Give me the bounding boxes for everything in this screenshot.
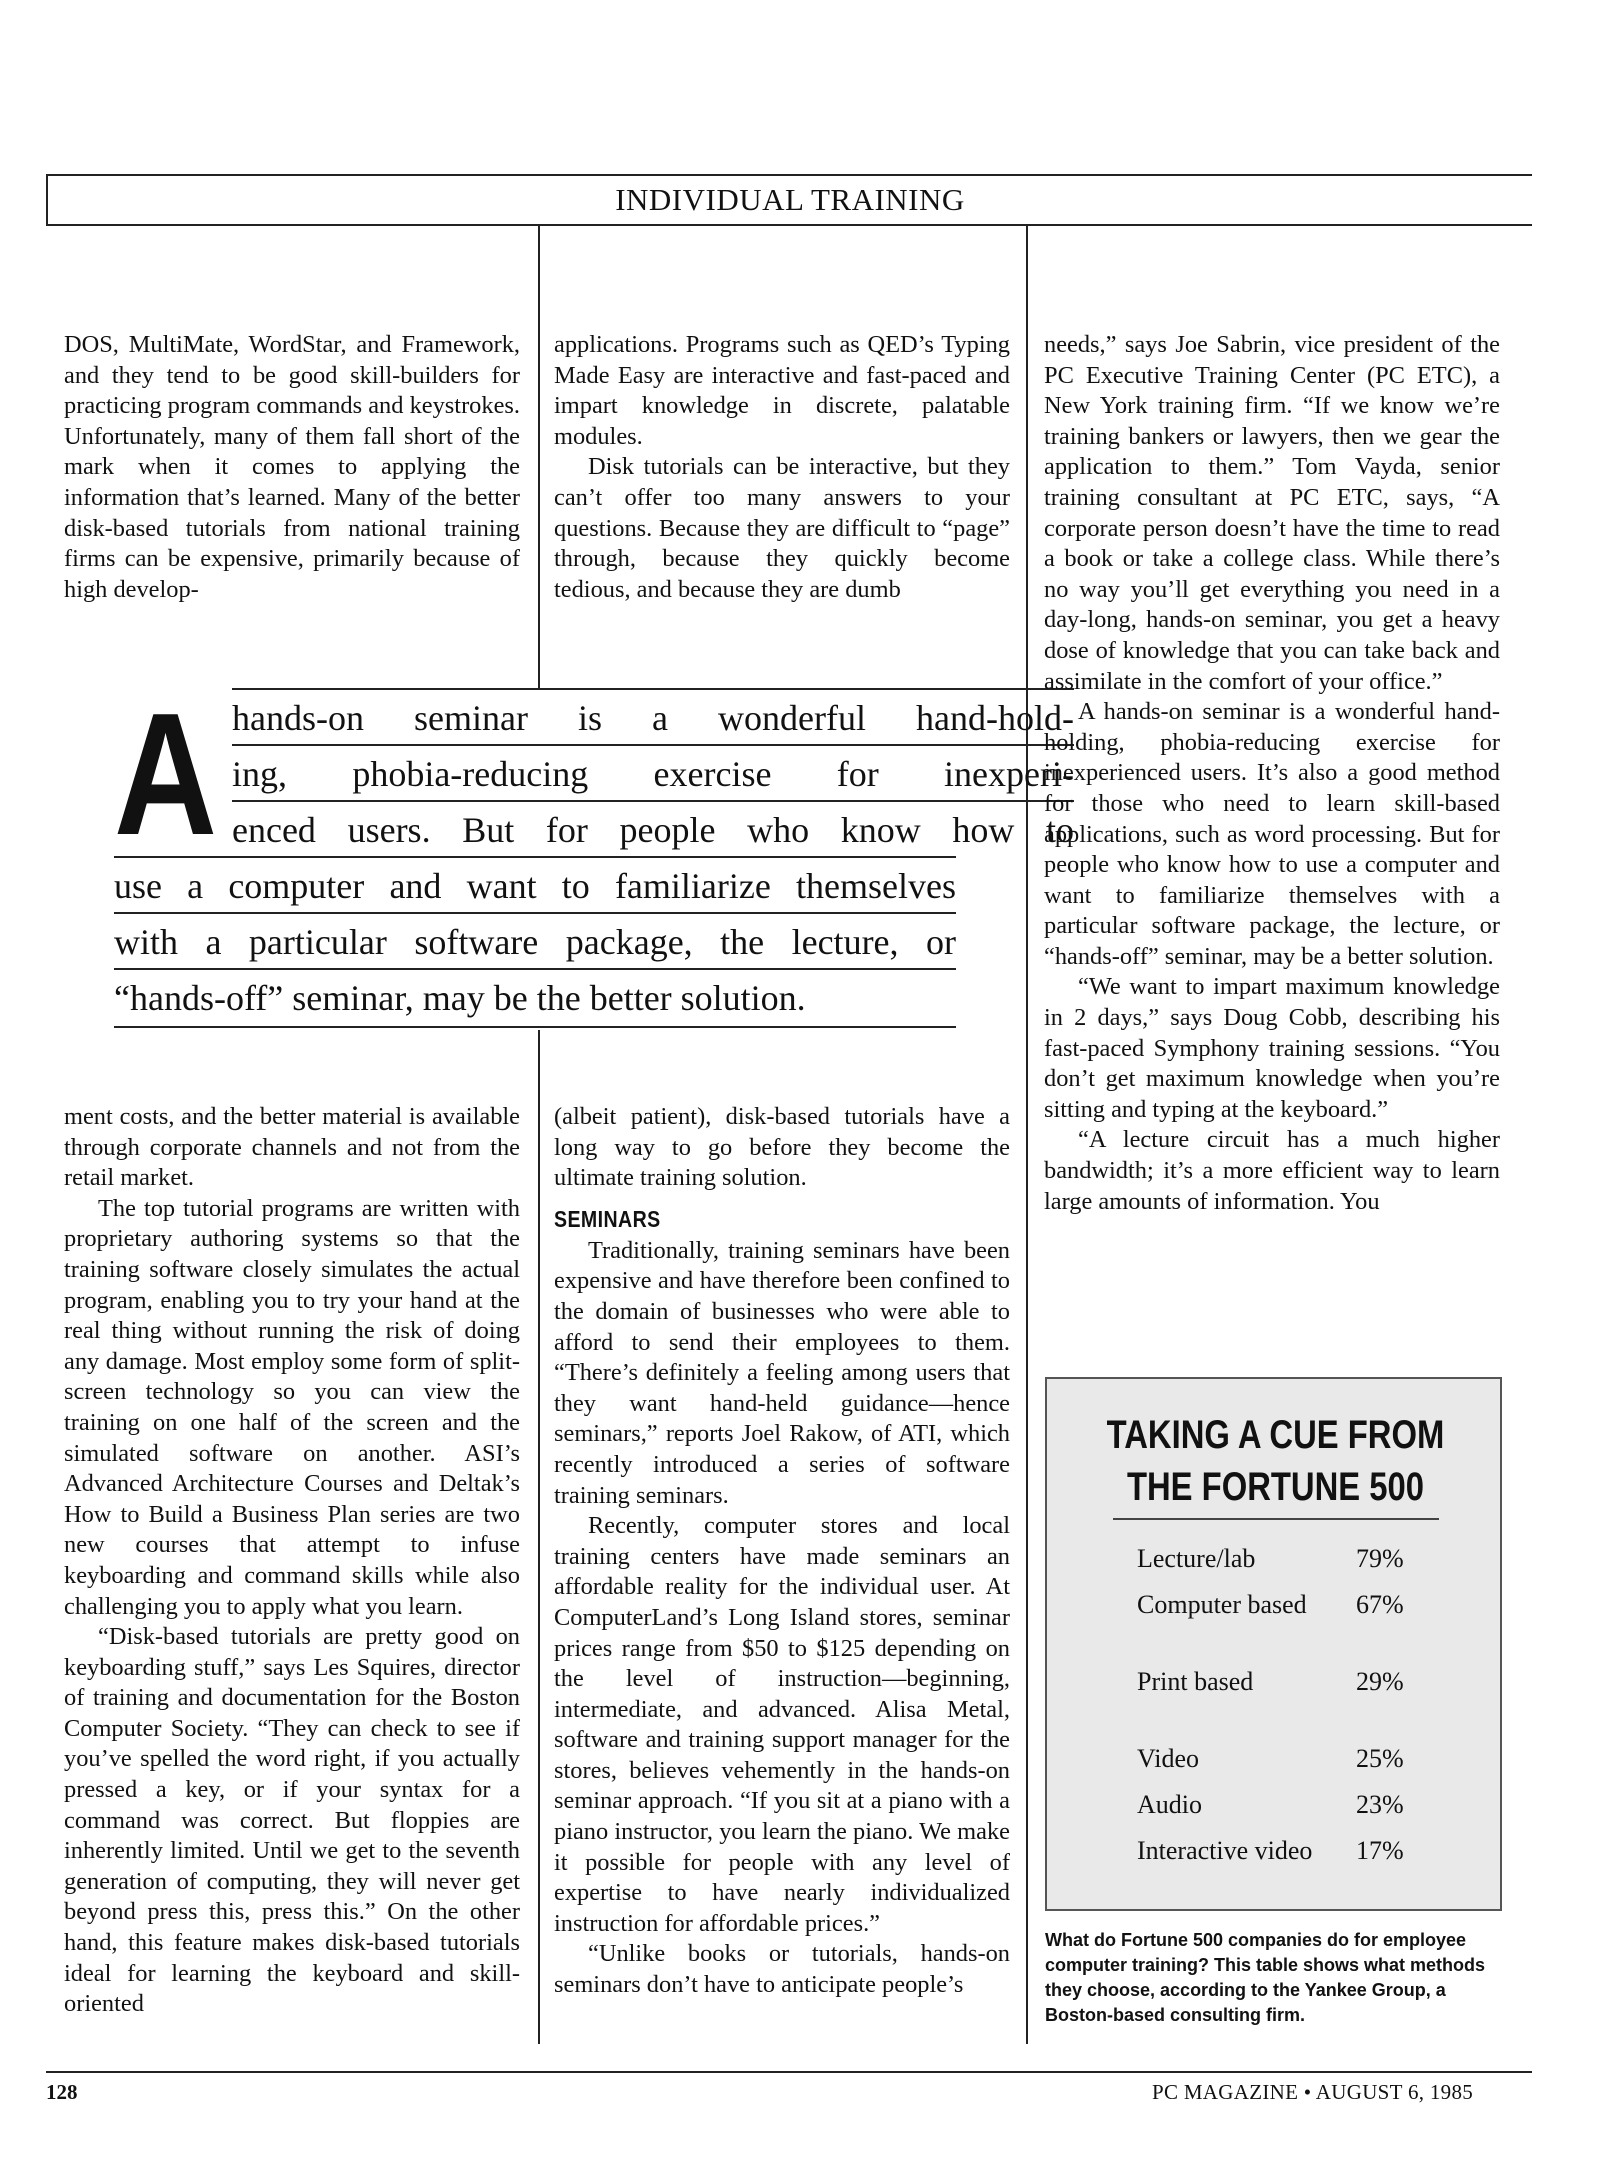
column-2-top [554, 330, 1010, 605]
paragraph: “Unlike books or tutorials, hands-on seminars don’t have to anticipate people’s [554, 1940, 1010, 1999]
paragraph: The top tutorial programs are written with proprietary authoring systems so that the training software closely simulates the actual program, enabling you to try your hand at the real thing without running the risk of doing any damage. Most employ some form of split-screen technology so you can view the training on one half of the screen and the simulated software on another. ASI’s Advanced Architecture Courses and Deltak’s How to Build a Business Plan series are two new courses that attempt to infuse keyboarding and command skills while also challenging you to apply what you learn. [64, 1194, 520, 1620]
method-label: Computer based [1137, 1590, 1307, 1619]
pull-quote-line: enced users. But for people who know how to [232, 800, 1074, 858]
method-label: Interactive video [1137, 1836, 1313, 1865]
pull-quote-line: ing, phobia-reducing exercise for inexperi- [232, 744, 1074, 802]
paragraph: A hands-on seminar is a wonderful hand-holding, phobia-reducing exercise for inexperienced users. It’s also a good method for those who need to learn skill-based applications, such as word processing. But for people who know how to use a computer and want to familiarize themselves with a particular software package, the lecture, or “hands-off” seminar, may be a better solution. [1044, 698, 1500, 970]
paragraph: Recently, computer stores and local training centers have made seminars an affordable reality for the individual user. At ComputerLand’s Long Island stores, seminar prices range from $50 to $125 depending on the level of instruction—beginning, intermediate, and advanced. Alisa Metal, software and training support manager for the stores, believes vehemently in the hands-on seminar approach. “If you sit at a piano with a piano instructor, you learn the piano. We make it possible for people with any level of expertise to have nearly individualized instruction for affordable prices.” [554, 1512, 1010, 1937]
method-value: 17% [1356, 1836, 1404, 1865]
method-value: 67% [1356, 1590, 1404, 1619]
method-value: 29% [1356, 1667, 1404, 1696]
paragraph: applications. Programs such as QED’s Typing Made Easy are interactive and fast-paced and impart knowledge in discrete, palatable modules. [554, 331, 1010, 450]
column-1-top [64, 330, 520, 605]
method-label: Video [1137, 1744, 1199, 1773]
sidebar-title [1047, 1409, 1504, 1513]
magazine-folio: PC MAGAZINE • AUGUST 6, 1985 [1152, 2080, 1474, 2104]
section-title: INDIVIDUAL TRAINING [615, 182, 965, 217]
pull-quote-line: use a computer and want to familiarize themselves [114, 856, 956, 914]
pull-quote-line: “hands-off” seminar, may be the better solution. [114, 968, 956, 1028]
method-value: 79% [1356, 1544, 1404, 1573]
footer-rule [46, 2071, 1532, 2073]
method-label: Print based [1137, 1667, 1254, 1696]
seminars-heading: SEMINARS [554, 1205, 661, 1232]
paragraph: “We want to impart maximum knowledge in 2 days,” says Doug Cobb, describing his fast-paced Symphony training sessions. “You don’t get maximum knowledge when you’re sitting and typing at the keyboard.” [1044, 973, 1500, 1123]
paragraph: DOS, MultiMate, WordStar, and Framework, and they tend to be good skill-builders for practicing program commands and keystrokes. Unfortunately, many of them fall short of the mark when it comes to applying the information that’s learned. Many of the better disk-based tutorials from national training firms can be expensive, primarily because of high develop- [64, 331, 520, 603]
paragraph: “Disk-based tutorials are pretty good on keyboarding stuff,” says Les Squires, director of training and documentation for the Boston Computer Society. “They can check to see if you’ve spelled the word right, if you actually pressed a key, or if your syntax for a command was correct. But floppies are inherently limited. Until we get to the seventh generation of computing, they will never get beyond press this, press this.” On the other hand, this feature makes disk-based tutorials ideal for learning the keyboard and skill-oriented [64, 1623, 520, 2018]
sidebar-title-line: TAKING A CUE FROM [1106, 1413, 1445, 1457]
paragraph: Traditionally, training seminars have been expensive and have therefore been confined to the domain of businesses who were able to afford to send their employees to them. “There’s definitely a feeling among users that they want hand-held guidance—hence seminars,” reports Joel Rakow, of ATI, which recently introduced a series of software training seminars. [554, 1236, 1010, 1509]
header-bottom-rule [46, 224, 1532, 226]
method-label: Audio [1137, 1790, 1202, 1819]
pull-quote-line: with a particular software package, the lecture, or [114, 912, 956, 970]
column-divider-1-top [538, 226, 540, 690]
paragraph: Disk tutorials can be interactive, but they can’t offer too many answers to your questions. Because they are difficult to “page” through, because they quickly become tedious, and because they are dumb [554, 453, 1010, 603]
column-3 [1044, 330, 1500, 1217]
column-divider-1-bottom [538, 1030, 540, 2044]
column-1-bottom [64, 1102, 520, 2020]
paragraph: (albeit patient), disk-based tutorials have a long way to go before they become the ultimate training solution. [554, 1103, 1010, 1192]
paragraph: ment costs, and the better material is available through corporate channels and not from the retail market. [64, 1103, 520, 1192]
paragraph: needs,” says Joe Sabrin, vice president of the PC Executive Training Center (PC ETC), a New York training firm. “If we know we’re training bankers or lawyers, then we gear the application to them.” Tom Vayda, senior training consultant at PC ETC, says, “A corporate person doesn’t have the time to read a book or take a college class. While there’s no way you’ll get everything you need in a day-long, hands-on seminar, you get a heavy dose of knowledge that you can take back and assimilate in the comfort of your office.” [1044, 331, 1500, 695]
method-label: Lecture/lab [1137, 1544, 1256, 1573]
column-divider-2-top [1026, 226, 1028, 2044]
header-top-rule [46, 174, 1532, 176]
paragraph: “A lecture circuit has a much higher bandwidth; it’s a more efficient way to learn large amounts of information. You [1044, 1126, 1500, 1215]
column-2-bottom [554, 1102, 1010, 2001]
pull-quote-line: hands-on seminar is a wonderful hand-hold- [232, 688, 1074, 746]
fortune-500-sidebar [1045, 1377, 1502, 1911]
sidebar-rule [1113, 1518, 1439, 1520]
method-value: 23% [1356, 1790, 1404, 1819]
sidebar-title-line: THE FORTUNE 500 [1126, 1465, 1425, 1509]
sidebar-caption: What do Fortune 500 companies do for employee computer training? This table shows what methods they choose, according to the Yankee Group, a Boston-based consulting firm. [1045, 1930, 1486, 2025]
page-number: 128 [46, 2080, 78, 2104]
pull-quote-drop-cap: A [114, 676, 218, 871]
method-value: 25% [1356, 1744, 1404, 1773]
